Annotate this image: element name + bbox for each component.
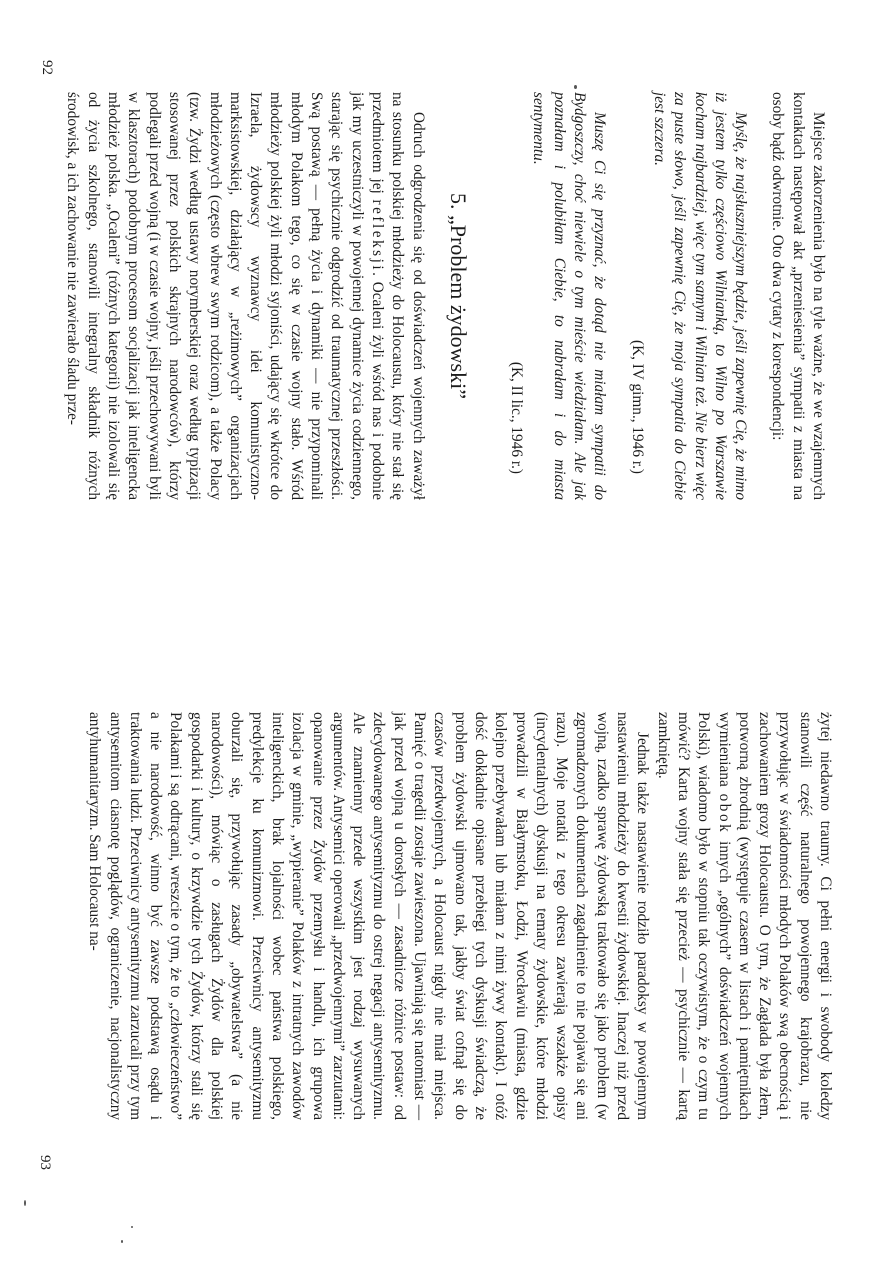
right-page-text <box>84 712 835 1120</box>
section-paragraph-1-part-b: . Ocaleni żyli wśród nas i podobnie jak my uczestniczyli w powojennej dynamice życia codziennego, starając się psychicznie odgrodzić od traumatycznej przeszłości. Swą postawą — pełną życia i dynamiki — nie przypominali młodym Polakom tego, co się w czasie wojny stało. Wśród młodzieży polskiej żyli młodzi syjoniści, udający się wkrótce do Izraela, żydowscy wyznawcy idei komunistyczno-marksistowskiej, działający w „reżimowych” organizacjach młodzieżowych (często wbrew swym rodzicom), a także Polacy (tzw. Żydzi według ustawy norymberskiej oraz według typizacji stosowanej przez polskich skrajnych narodowców), którzy podlegali przed wojną (i w czasie wojny, jeśli przechowywani byli w klasztorach) podobnym procesom socjalizacji jak inteligencka młodzież polska. „Ocaleni” (różnych kategorii) nie izolowali się od życia szkolnego, stanowili integralny składnik różnych środowisk, a ich zachowanie nie zawierało śladu prze- <box>64 92 386 500</box>
continued-paragraph <box>652 712 835 1120</box>
section-paragraph-1 <box>62 92 427 500</box>
scan-speck <box>131 1226 133 1228</box>
scan-speck <box>24 1200 26 1206</box>
spaced-word-refleksji: refleksji <box>368 199 386 273</box>
section-paragraph-1-part-a: Odruch odgrodzenia się od doświadczeń wojennych zaważył na stosunku polskiej młodzieży do Holocaustu, który nie stał się przedmiotem jej <box>368 92 427 500</box>
page-93 <box>0 640 893 1260</box>
scan-speck <box>574 85 577 89</box>
page-number-right: 93 <box>37 1155 53 1170</box>
continued-paragraph-part-a: żytej niedawno traumy. Ci pełni energii i swobody koledzy stanowili część naturalnego powojennego krajobrazu, nie przywołując w świadomości młodych Polaków swą obecnością i zachowaniem grozy Holocaustu. O tym, że Zagłada była złem, potworną zbrodnią (występuje czasem w listach i pamiętnikach wymieniana <box>715 712 834 1120</box>
quote-2-citation: (K, II lic., 1946 r.) <box>508 361 526 474</box>
continued-paragraph-part-b: innych „ogólnych” doświadczeń wojennych Polski), wiadomo było w stopniu tak oczywistym, że o czym tu mówić? Karta wojny stała się przecież — psychicznie — kartą zamkniętą. <box>654 712 733 1120</box>
section-heading: 5. „Problem żydowski” <box>445 193 471 399</box>
page-92 <box>0 0 893 600</box>
paragraph-2: Jednak także nastawienie rodziło paradoksy w powojennym nastawieniu młodzieży do kwestii żydowskiej. Inaczej niż przed wojną, rzadko sprawę żydowską traktowało się jako problem (w zgromadzonych dokumentach zagadnienie to nie pojawia się ani razu). Moje notatki z tego okresu zawierają wszakże opisy (incydentalnych) dyskusji na tematy żydowskie, które młodzi prowadzili w Białymstoku, Łodzi, Wrocławiu (miasta, gdzie kolejno przebywałam lub miałam z nimi żywy kontakt). I otóż dość dokładnie opisane przebiegi tych dyskusji świadczą, że problem żydowski ujmowano tak, jakby świat cofnął się do czasów przedwojennych, a Holocaust nigdy nie miał miejsca. Pamięć o tragedii zostaje zawieszona. Ujawniają się natomiast — jak przed wojną u dorosłych — zasadnicze różnice postaw: od zdecydowanego antysemityzmu do ostrej negacji antysemityzmu. Ale znamienny przede wszystkim jest rodzaj wysuwanych argumentów. Antysemici operowali „przedwojennymi” zarzutami: opanowanie przez Żydów przemysłu i handlu, ich grupowa izolacja w gminie, „wypieranie” Polaków z intratnych zawodów inteligenckich, brak lojalności wobec państwa polskiego, predylekcje ku komunizmowi. Przeciwnicy antysemityzmu oburzali się, przywołując zasady „obywatelstwa” (a nie narodowości), mówiąc o zasługach Żydów dla polskiej gospodarki i kultury, o krzywdzie tych Żydów, którzy stali się Polakami i są odtrącani, wreszcie o tym, że to „człowieczeństwo” a nie narodowość, winno być zawsze podstawą osądu i traktowania ludzi. Przeciwnicy antysemityzmu zarzucali przy tym antysemitom ciasnotę poglądów, ograniczenie, nacjonalistyczny antyhumanitaryzm. Sam Holocaust na- <box>86 712 652 1120</box>
quote-2: Muszę Ci się przyznać, że dotąd nie miałam sympatii do Bydgoszczy, choć niewiele o tym mieście wiedziałam. Ale jak poznałam i polubiłam Ciebie, to nabrałam i do miasta sentymentu. <box>530 92 609 500</box>
left-page-text <box>62 92 828 500</box>
intro-paragraph: Miejsce zakorzenienia było na tyle ważne, że we wzajemnych kontaktach następował akt „przeniesienia” sympatii z miasta na osoby bądź odwrotnie. Oto dwa cytaty z korespondencji: <box>769 92 827 500</box>
spaced-word-obok: obok <box>715 793 733 835</box>
quote-1: Myślę, że najsłuszniejszym będzie, jeśli zapewnię Cię, że mimo iż jestem tylko częściowo Wilnianką, to Wilno po Warszawie kocham najbardziej, więc tym samym i Wilnian też. Nie bierz więc za puste słowo, jeśli zapewnię Cię, że moja sympatia do Ciebie jest szczera. <box>650 92 750 500</box>
quote-1-citation: (K, IV gimn., 1946 r.) <box>628 340 646 474</box>
scan-speck <box>121 1240 123 1243</box>
page-number-left: 92 <box>39 60 55 75</box>
